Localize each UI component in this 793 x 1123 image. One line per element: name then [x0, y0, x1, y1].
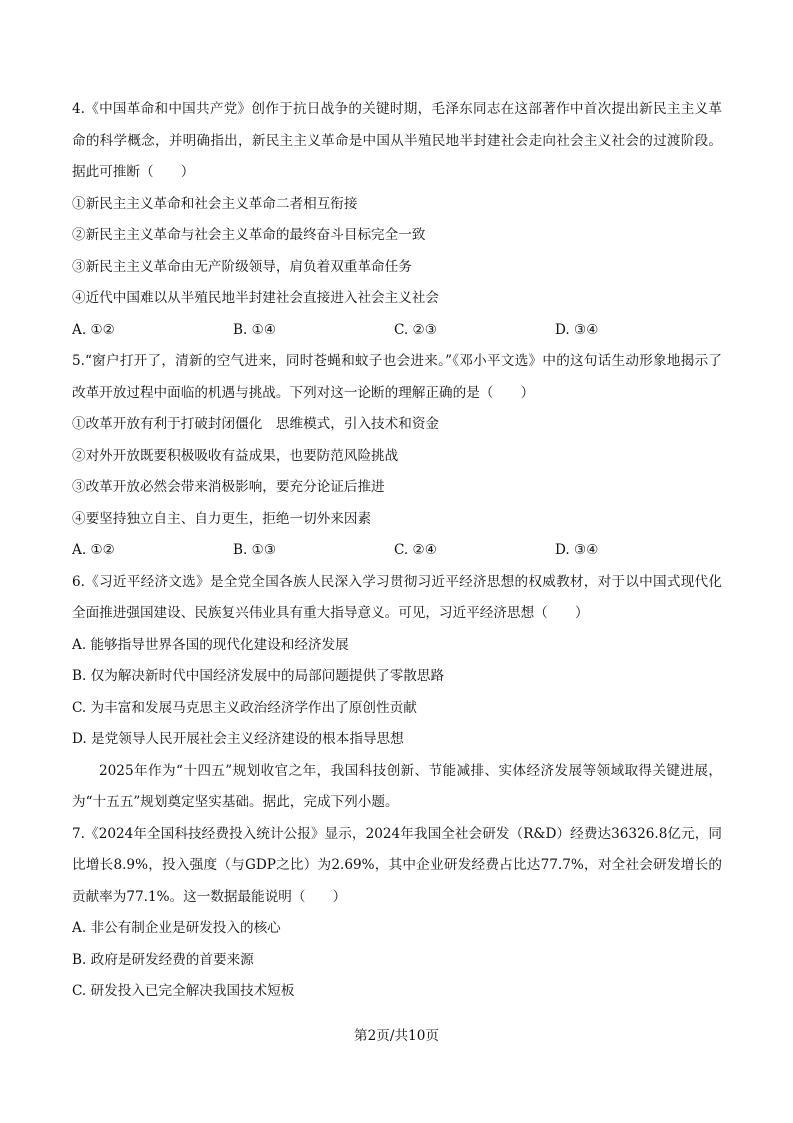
material-paragraph: 2025年作为“十四五”规划收官之年，我国科技创新、节能减排、实体经济发展等领域取得关键进展，为“十五五”规划奠定坚实基础。据此，完成下列小题。 — [72, 762, 722, 810]
q4-item-1: ①新民主主义革命和社会主义革命二者相互衔接 — [72, 195, 358, 212]
q5-option-b[interactable]: B. ①③ — [233, 542, 277, 558]
question-6-stem: 6.《习近平经济文选》是全党全国各族人民深入学习贯彻习近平经济思想的权威教材，对于以中国式现代化全面推进强国建设、民族复兴伟业具有重大指导意义。可见，习近平经济思想（ ） — [72, 573, 722, 621]
q7-choice-c[interactable]: C. 研发投入已完全解决我国技术短板 — [72, 983, 295, 999]
question-7-stem: 7.《2024年全国科技经费投入统计公报》显示，2024年我国全社会研发（R&D）经费达36326.8亿元，同比增长8.9%，投入强度（与GDP之比）为2.69%，其中企业研发经费占比达77.7%，对全社会研发增长的贡献率为77.1%。这一数据最能说明（ ） — [72, 825, 722, 905]
q4-option-d[interactable]: D. ③④ — [555, 321, 599, 338]
q7-choice-b[interactable]: B. 政府是研发经费的首要来源 — [72, 951, 254, 968]
q5-item-4: ④要坚持独立自主、自力更生，拒绝一切外来因素 — [72, 510, 372, 527]
q5-option-a[interactable]: A. ①② — [72, 542, 115, 558]
q4-option-a[interactable]: A. ①② — [72, 321, 115, 338]
question-content — [72, 94, 722, 1008]
q5-option-d[interactable]: D. ③④ — [555, 542, 599, 558]
q6-choice-d[interactable]: D. 是党领导人民开展社会主义经济建设的根本指导思想 — [72, 731, 404, 747]
q4-item-3: ③新民主主义革命由无产阶级领导，肩负着双重革命任务 — [72, 258, 412, 275]
q4-options — [72, 315, 722, 347]
q4-option-b[interactable]: B. ①④ — [233, 321, 277, 338]
q7-choice-a[interactable]: A. 非公有制企业是研发投入的核心 — [72, 920, 281, 936]
q5-item-2: ②对外开放既要积极吸收有益成果，也要防范风险挑战 — [72, 447, 399, 464]
q5-option-c[interactable]: C. ②④ — [394, 542, 437, 558]
q5-item-1: ①改革开放有利于打破封闭僵化 思维模式，引入技术和资金 — [72, 416, 440, 432]
q4-option-c[interactable]: C. ②③ — [394, 321, 437, 338]
q5-item-3: ③改革开放必然会带来消极影响，要充分论证后推进 — [72, 479, 385, 495]
q5-options — [72, 535, 722, 567]
q6-choice-b[interactable]: B. 仅为解决新时代中国经济发展中的局部问题提供了零散思路 — [72, 668, 445, 684]
q4-item-2: ②新民主主义革命与社会主义革命的最终奋斗目标完全一致 — [72, 227, 426, 243]
q4-item-4: ④近代中国难以从半殖民地半封建社会直接进入社会主义社会 — [72, 290, 440, 306]
page-number-footer: 第2页/共10页 — [354, 1028, 439, 1044]
q6-choice-c[interactable]: C. 为丰富和发展马克思主义政治经济学作出了原创性贡献 — [72, 699, 417, 716]
question-4-stem: 4.《中国革命和中国共产党》创作于抗日战争的关键时期，毛泽东同志在这部著作中首次提出新民主主义革命的科学概念，并明确指出，新民主主义革命是中国从半殖民地半封建社会走向社会主义社会的过渡阶段。据此可推断（ ） — [72, 101, 722, 180]
q6-choice-a[interactable]: A. 能够指导世界各国的现代化建设和经济发展 — [72, 636, 349, 653]
question-5-stem: 5.“窗户打开了，清新的空气进来，同时苍蝇和蚊子也会进来。”《邓小平文选》中的这句话生动形象地揭示了改革开放过程中面临的机遇与挑战。下列对这一论断的理解正确的是（ ） — [72, 353, 722, 401]
